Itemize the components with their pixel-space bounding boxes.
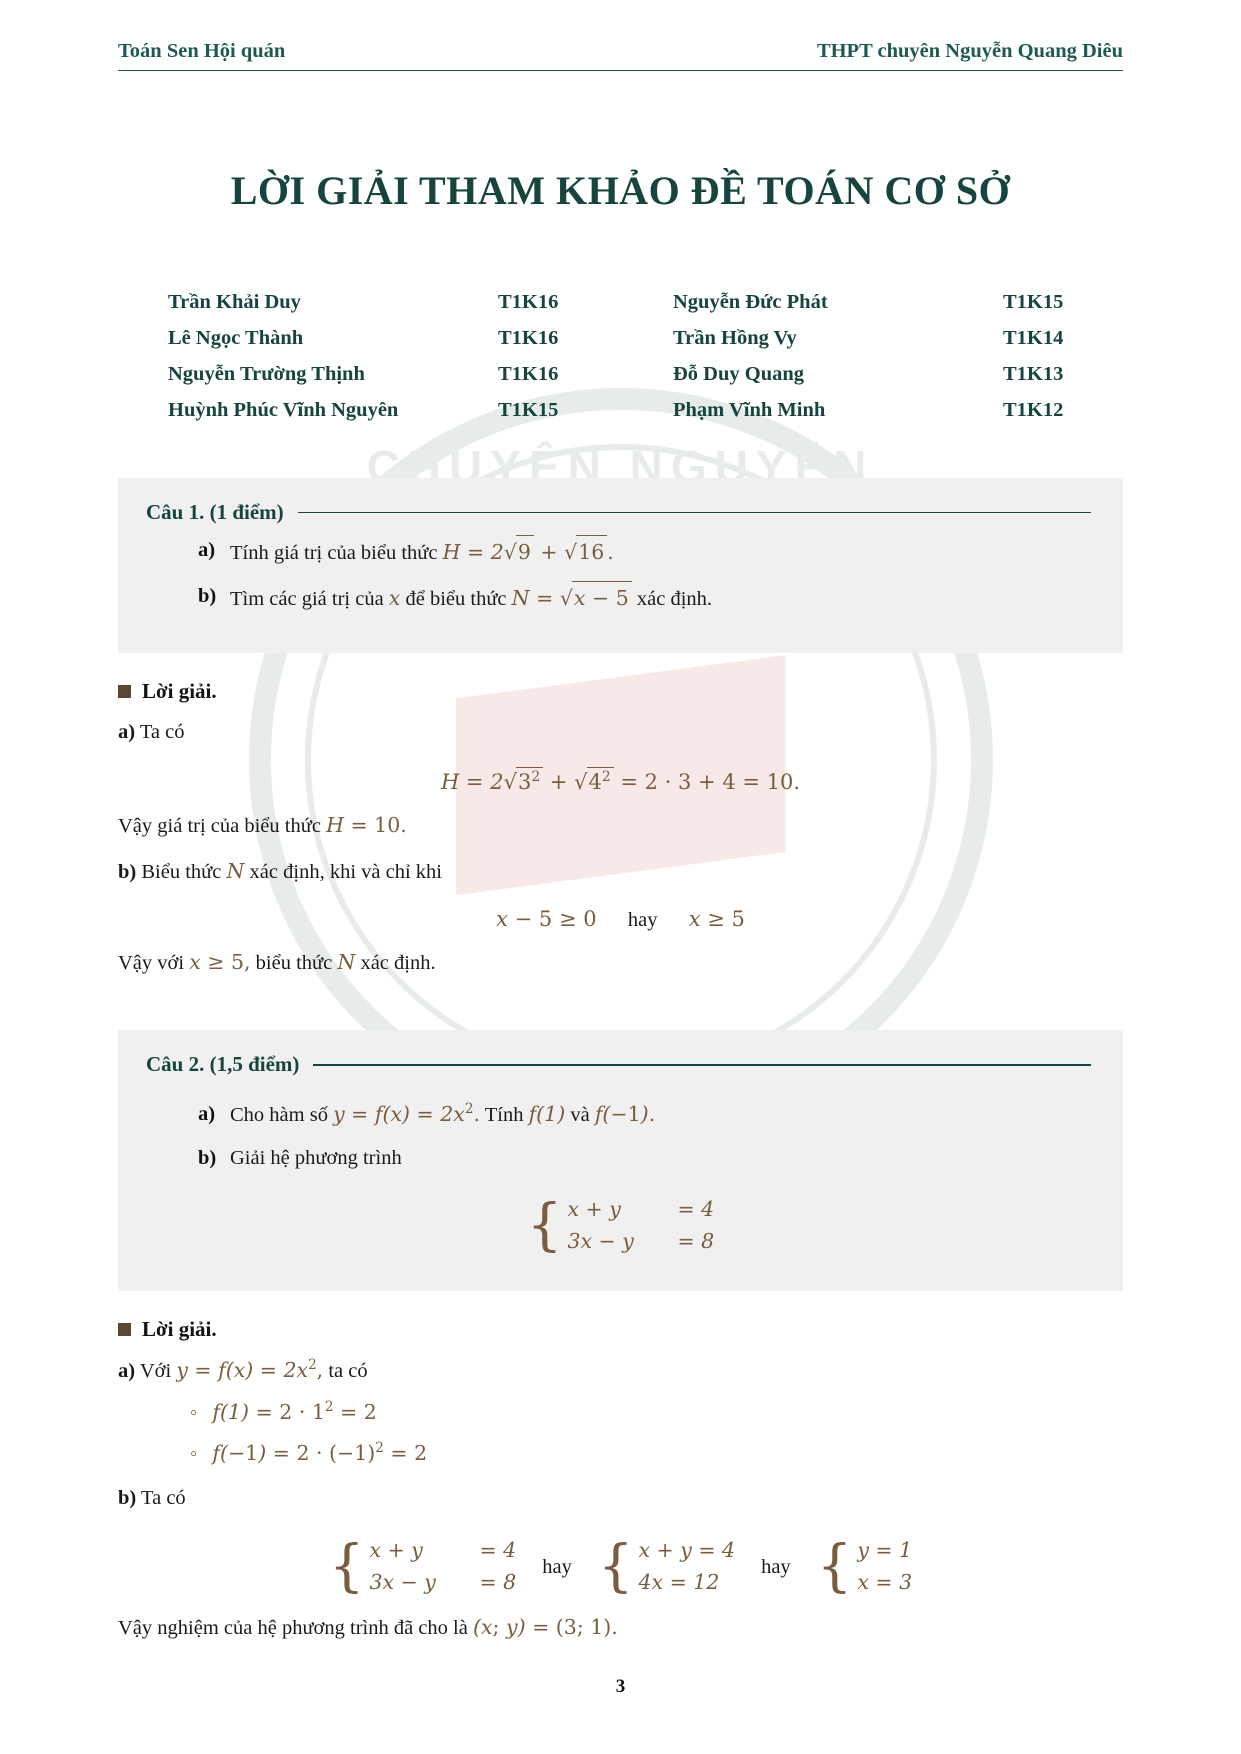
heading-rule <box>313 1064 1091 1066</box>
author-row <box>168 284 1073 320</box>
problem-2-system <box>146 1194 1095 1258</box>
problem-1-items <box>146 535 1095 615</box>
display-math-right: x ≥ 5 <box>688 907 745 932</box>
author-code: T1K16 <box>498 290 559 313</box>
header-divider <box>118 70 1123 71</box>
item-text-mid: Tính <box>484 1104 524 1127</box>
solution-1-heading: Lời giải. <box>142 678 217 703</box>
part-text: Ta có <box>141 1487 186 1510</box>
solution-1-b <box>118 855 1123 889</box>
conclusion-math: H = 10. <box>326 812 407 837</box>
bullet-item <box>190 1397 1123 1429</box>
problem-box-1 <box>118 478 1123 653</box>
problem-1-heading-row <box>146 500 1095 525</box>
solution-2-heading: Lời giải. <box>142 1317 217 1342</box>
solution-1-heading-row <box>118 679 1123 704</box>
author-name: Đỗ Duy Quang <box>673 362 805 385</box>
item-text: Giải hệ phương trình <box>230 1147 402 1170</box>
part-label: a) <box>118 720 136 743</box>
solution-2-b <box>118 1482 1123 1515</box>
solution-1-a-conclusion <box>118 809 1123 843</box>
author-name: Trần Hồng Vy <box>673 326 797 349</box>
conclusion-text: Vậy nghiệm của hệ phương trình đã cho là <box>118 1616 468 1639</box>
item-var: x <box>388 585 401 610</box>
system-lhs: x + y <box>567 1196 621 1221</box>
left-brace-icon: { <box>816 1534 853 1600</box>
system-row <box>857 1535 912 1567</box>
system-rhs: = 4 <box>479 1538 517 1563</box>
hay-word: hay <box>627 909 658 932</box>
part-label: b) <box>118 860 137 883</box>
system-of-equations-1 <box>329 1535 516 1599</box>
author-code: T1K14 <box>1003 326 1064 349</box>
system-row <box>369 1535 516 1567</box>
item-label: a) <box>198 1103 216 1126</box>
problem-1-item-b <box>198 581 1095 615</box>
conclusion-text: Vậy giá trị của biểu thức <box>118 814 321 837</box>
author-code: T1K16 <box>498 362 559 385</box>
left-brace-icon: { <box>526 1192 563 1258</box>
part-math: $y = f(x) = 2x^2$, <box>176 1357 324 1383</box>
problem-2-heading: Câu 2. (1,5 điểm) <box>146 1052 300 1077</box>
system-row <box>638 1535 735 1567</box>
solution-2-b-systems <box>118 1535 1123 1599</box>
solution-1-a-display <box>118 767 1123 795</box>
system-of-equations <box>527 1194 714 1258</box>
solution-1-b-display <box>118 907 1123 932</box>
system-lhs: 3x − y <box>369 1570 436 1595</box>
system-lhs: x + y <box>369 1538 423 1563</box>
square-bullet-icon <box>118 1323 131 1336</box>
part-text-tail: xác định, khi và chỉ khi <box>249 860 442 883</box>
problem-1-item-a <box>198 535 1095 569</box>
item-math: $y = f(x) = 2x^2$. <box>333 1101 480 1127</box>
author-list <box>168 284 1073 428</box>
problem-1-heading: Câu 1. (1 điểm) <box>146 500 284 524</box>
author-row <box>168 356 1073 392</box>
heading-rule <box>298 512 1091 514</box>
watermark-top-text: CHUYÊN NGUYỄN <box>366 441 875 493</box>
author-code: T1K16 <box>498 326 559 349</box>
part-text-lead: Biểu thức <box>141 860 222 883</box>
item-text-lead: Tìm các giá trị của <box>230 587 384 610</box>
solution-1-a <box>118 716 1123 749</box>
solution-2-a-bullets <box>118 1397 1123 1471</box>
system-rhs: = 4 <box>677 1196 715 1221</box>
item-math-3: f(−1). <box>594 1102 656 1127</box>
part-text: Ta có <box>139 720 185 743</box>
system-row <box>638 1567 735 1599</box>
system-rows <box>638 1535 735 1599</box>
author-code: T1K13 <box>1003 362 1064 385</box>
problem-box-2 <box>118 1030 1123 1291</box>
system-lhs: x + y = 4 <box>638 1538 736 1563</box>
hay-word-1: hay <box>542 1555 572 1578</box>
header-right-title: THPT chuyên Nguyễn Quang Diêu <box>816 40 1123 62</box>
system-rows <box>857 1535 912 1599</box>
hay-word-2: hay <box>761 1555 791 1578</box>
page-title: LỜI GIẢI THAM KHẢO ĐỀ TOÁN CƠ SỞ <box>230 168 1011 213</box>
part-label: a) <box>118 1360 136 1383</box>
system-row <box>567 1194 714 1226</box>
item-label: a) <box>198 539 216 561</box>
author-name: Trần Khải Duy <box>168 290 301 313</box>
item-label: b) <box>198 584 217 607</box>
solution-2-conclusion <box>118 1611 1123 1645</box>
system-row <box>857 1567 912 1599</box>
item-text-lead: Cho hàm số <box>230 1104 328 1127</box>
system-lhs: x = 3 <box>857 1570 913 1595</box>
left-brace-icon: { <box>597 1534 634 1600</box>
author-code: T1K12 <box>1003 398 1064 421</box>
solution-2-heading-row <box>118 1317 1123 1342</box>
system-lhs: 4x = 12 <box>638 1570 720 1595</box>
author-name: Phạm Vĩnh Minh <box>673 398 826 421</box>
item-text-mid: để biểu thức <box>405 587 507 610</box>
item-text-and: và <box>570 1104 590 1127</box>
system-of-equations-2 <box>598 1535 735 1599</box>
left-brace-icon: { <box>328 1534 365 1600</box>
conclusion-math: (x; y) = (3; 1). <box>472 1614 618 1639</box>
display-math-left: x − 5 ≥ 0 <box>496 907 597 932</box>
part-text-tail: ta có <box>328 1360 368 1383</box>
bullet-math: $f(1) = 2 \cdot 1^2 = 2$ <box>212 1398 377 1424</box>
conclusion-text-mid: biểu thức <box>255 952 333 975</box>
part-text-lead: Với <box>139 1360 172 1383</box>
system-rhs: = 8 <box>677 1228 715 1253</box>
item-text <box>230 1099 655 1131</box>
system-row <box>567 1226 714 1258</box>
system-rows <box>369 1535 516 1599</box>
conclusion-text-tail: xác định. <box>360 952 436 975</box>
item-math: N = √x − 5 <box>512 586 632 610</box>
system-rhs: = 8 <box>479 1570 517 1595</box>
display-math: $H = 2√3^2 + √4^2 = 2 \cdot 3 + 4 = 10$. <box>440 768 801 794</box>
page-header <box>118 0 1123 63</box>
item-math: H = 2√9 + √16 . <box>443 540 614 564</box>
system-lhs: 3x − y <box>567 1228 634 1253</box>
conclusion-math: x ≥ 5, <box>189 950 251 975</box>
item-math-2: f(1) <box>528 1102 566 1127</box>
conclusion-var: N <box>337 950 356 975</box>
item-label: b) <box>198 1147 217 1170</box>
problem-2-item-b <box>198 1143 1095 1174</box>
system-row <box>369 1567 516 1599</box>
author-name: Nguyễn Đức Phát <box>673 290 828 313</box>
bullet-math: $f(-1) = 2 \cdot (-1)^2 = 2$ <box>212 1440 428 1466</box>
part-label: b) <box>118 1487 137 1510</box>
solution-2-a <box>118 1354 1123 1388</box>
system-of-equations-3 <box>817 1535 912 1599</box>
item-text <box>230 535 614 569</box>
header-left-title: Toán Sen Hội quán <box>118 40 286 62</box>
conclusion-text-lead: Vậy với <box>118 952 185 975</box>
problem-2-items <box>146 1099 1095 1174</box>
bullet-item <box>190 1438 1123 1470</box>
author-row <box>168 392 1073 428</box>
solution-1-b-conclusion <box>118 946 1123 980</box>
item-text <box>230 581 712 615</box>
author-code: T1K15 <box>1003 290 1064 313</box>
system-rows <box>567 1194 714 1258</box>
author-name: Nguyễn Trường Thịnh <box>168 362 365 385</box>
system-lhs: y = 1 <box>857 1538 913 1563</box>
problem-2-heading-row <box>146 1052 1095 1077</box>
part-var: N <box>226 858 245 883</box>
author-code: T1K15 <box>498 398 559 421</box>
problem-2-item-a <box>198 1099 1095 1131</box>
item-text-tail: xác định. <box>636 587 713 610</box>
author-name: Lê Ngọc Thành <box>168 326 304 349</box>
author-row <box>168 320 1073 356</box>
square-bullet-icon <box>118 685 131 698</box>
item-text-lead: Tính giá trị của biểu thức <box>230 542 438 564</box>
page-number: 3 <box>615 1676 626 1697</box>
author-name: Huỳnh Phúc Vĩnh Nguyên <box>168 398 399 421</box>
